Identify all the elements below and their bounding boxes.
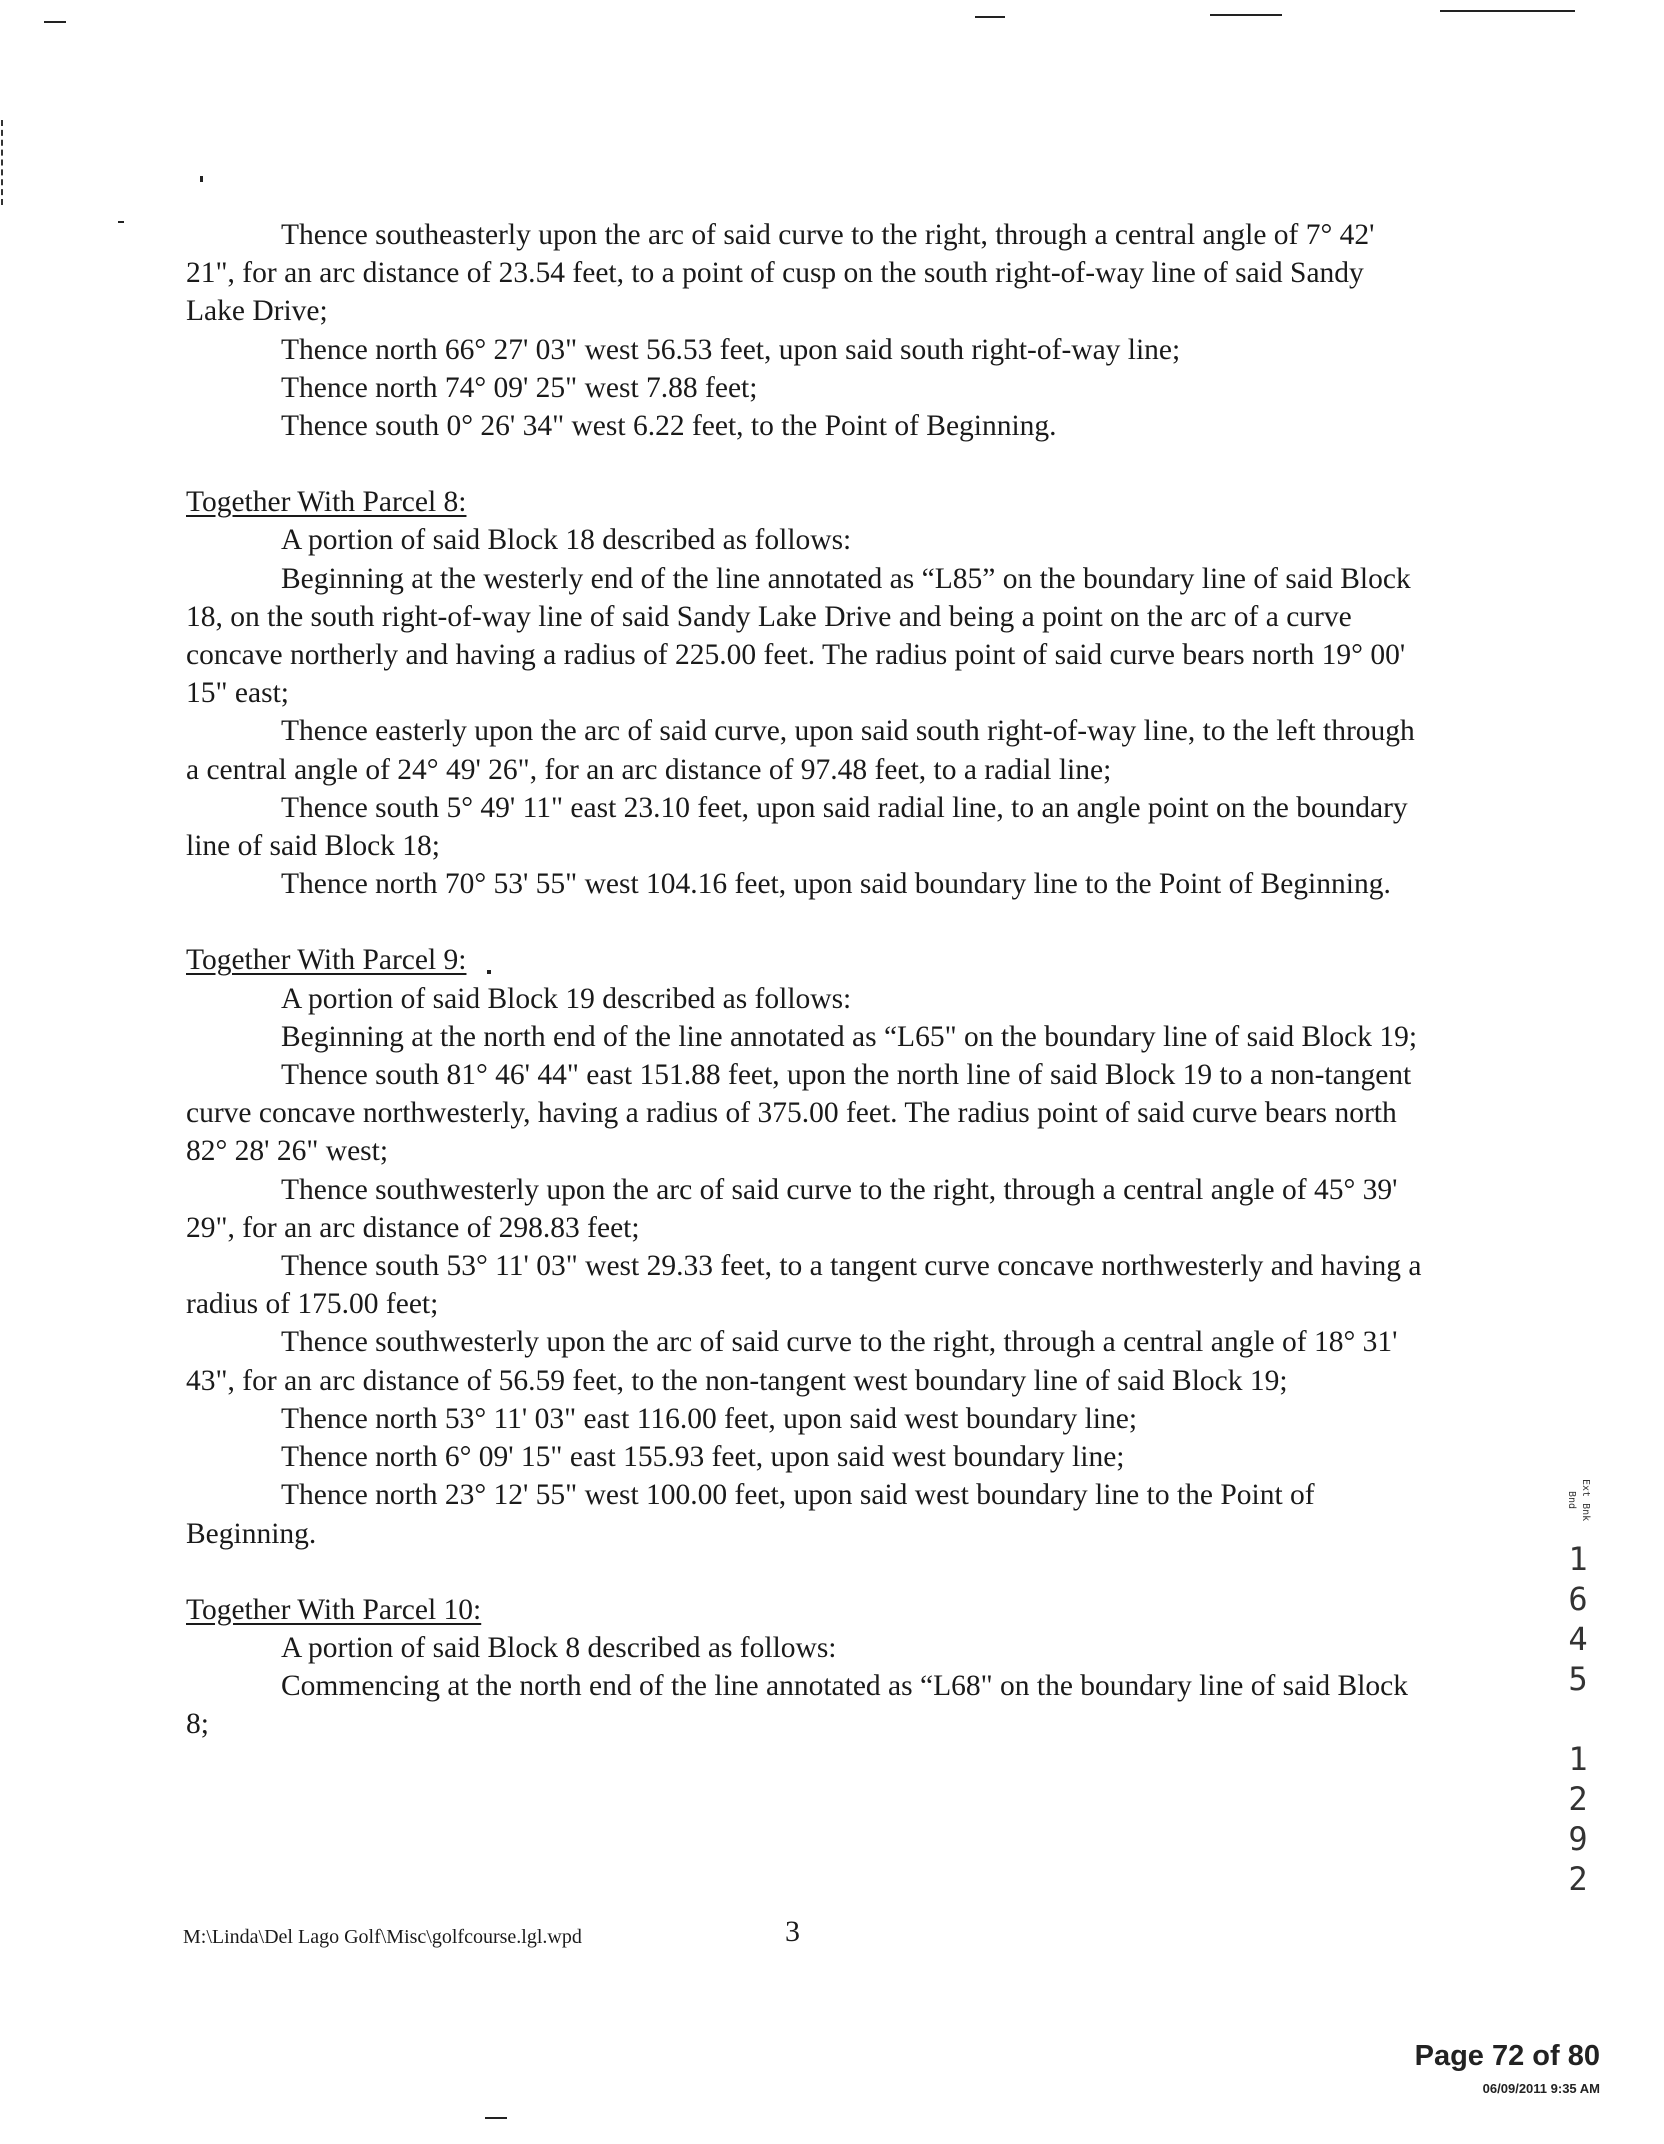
footer-file-path: M:\Linda\Del Lago Golf\Misc\golfcourse.lgl.wpd — [183, 1926, 582, 1948]
paragraph: Thence easterly upon the arc of said curve, upon said south right-of-way line, to the left through a central angle of 24° 49' 26", for an arc distance of 97.48 feet, to a radial line; — [186, 715, 1415, 786]
paragraph: Thence south 53° 11' 03" west 29.33 feet, to a tangent curve concave northwesterly and having a radius of 175.00 feet; — [186, 1250, 1422, 1321]
scan-mark — [485, 2117, 507, 2119]
paragraph: Commencing at the north end of the line annotated as “L68" on the boundary line of said Block 8; — [186, 1670, 1409, 1741]
parcel-9-heading: Together With Parcel 9: — [186, 944, 467, 977]
paragraph: Thence south 81° 46' 44" east 151.88 feet, upon the north line of said Block 19 to a non-tangent curve concave northwesterly, having a radius of 375.00 feet. The radius point of said curve bears north 82° 28' 26" west; — [186, 1059, 1412, 1168]
parcel-10-heading: Together With Parcel 10: — [186, 1593, 482, 1626]
paragraph: Beginning at the westerly end of the line annotated as “L85” on the boundary line of said Block 18, on the south right-of-way line of said Sandy Lake Drive and being a point on the arc of a curve concave northerly and having a radius of 225.00 feet. The radius point of said curve bears north 19° 00' 15" east; — [186, 562, 1411, 710]
paragraph: Thence north 53° 11' 03" east 116.00 feet, upon said west boundary line; — [281, 1402, 1138, 1435]
legal-description — [186, 216, 1426, 1744]
scan-mark — [44, 21, 66, 23]
paragraph: Thence north 23° 12' 55" west 100.00 feet, upon said west boundary line to the Point of Beginning. — [186, 1479, 1315, 1550]
page-count-label: Page 72 of 80 — [1414, 2040, 1600, 2072]
paragraph: A portion of said Block 19 described as follows: — [281, 982, 852, 1015]
paragraph: Thence southeasterly upon the arc of said curve to the right, through a central angle of 7° 42' 21", for an arc distance of 23.54 feet, to a point of cusp on the south right-of-way line of said Sandy Lake Drive; — [186, 219, 1375, 328]
paragraph: Thence south 0° 26' 34" west 6.22 feet, to the Point of Beginning. — [281, 410, 1057, 443]
paragraph: Thence southwesterly upon the arc of said curve to the right, through a central angle of 45° 39' 29", for an arc distance of 298.83 feet; — [186, 1173, 1398, 1244]
stamp-digit: 6 — [1568, 1580, 1588, 1618]
paragraph: Thence north 74° 09' 25" west 7.88 feet; — [281, 371, 758, 404]
scan-mark — [1210, 14, 1282, 16]
stamp-digit: 4 — [1568, 1620, 1588, 1658]
paragraph: Thence north 66° 27' 03" west 56.53 feet, upon said south right-of-way line; — [281, 333, 1181, 366]
paragraph: Beginning at the north end of the line annotated as “L65" on the boundary line of said Block 19; — [281, 1020, 1418, 1053]
paragraph: A portion of said Block 18 described as follows: — [281, 524, 852, 557]
stamp-digit: 2 — [1568, 1780, 1588, 1818]
parcel-8-heading: Together With Parcel 8: — [186, 486, 467, 519]
stamp-digit: 5 — [1568, 1660, 1588, 1698]
scan-mark — [200, 176, 203, 182]
paragraph: Thence southwesterly upon the arc of said curve to the right, through a central angle of 18° 31' 43", for an arc distance of 56.59 feet, to the non-tangent west boundary line of said Block 19; — [186, 1326, 1398, 1397]
scan-mark — [975, 16, 1005, 18]
paragraph: Thence north 6° 09' 15" east 155.93 feet, upon said west boundary line; — [281, 1441, 1125, 1474]
stamp-small-text: Ext Bnk Bnd — [1566, 1478, 1591, 1522]
recording-stamp — [1558, 1470, 1598, 1899]
scan-edge-mark — [1, 120, 5, 205]
scan-mark — [118, 221, 124, 223]
footer-page-number: 3 — [785, 1915, 800, 1948]
paragraph: A portion of said Block 8 described as follows: — [281, 1631, 837, 1664]
stamp-digit: 9 — [1568, 1820, 1588, 1858]
page-timestamp: 06/09/2011 9:35 AM — [1482, 2081, 1600, 2096]
stamp-digit: 1 — [1568, 1540, 1588, 1578]
paragraph: Thence north 70° 53' 55" west 104.16 feet, upon said boundary line to the Point of Beginning. — [281, 868, 1391, 901]
stamp-digit: 2 — [1568, 1860, 1588, 1898]
stamp-digit: 1 — [1568, 1740, 1588, 1778]
paragraph: Thence south 5° 49' 11" east 23.10 feet, upon said radial line, to an angle point on the boundary line of said Block 18; — [186, 791, 1408, 863]
scan-mark — [1440, 10, 1575, 12]
